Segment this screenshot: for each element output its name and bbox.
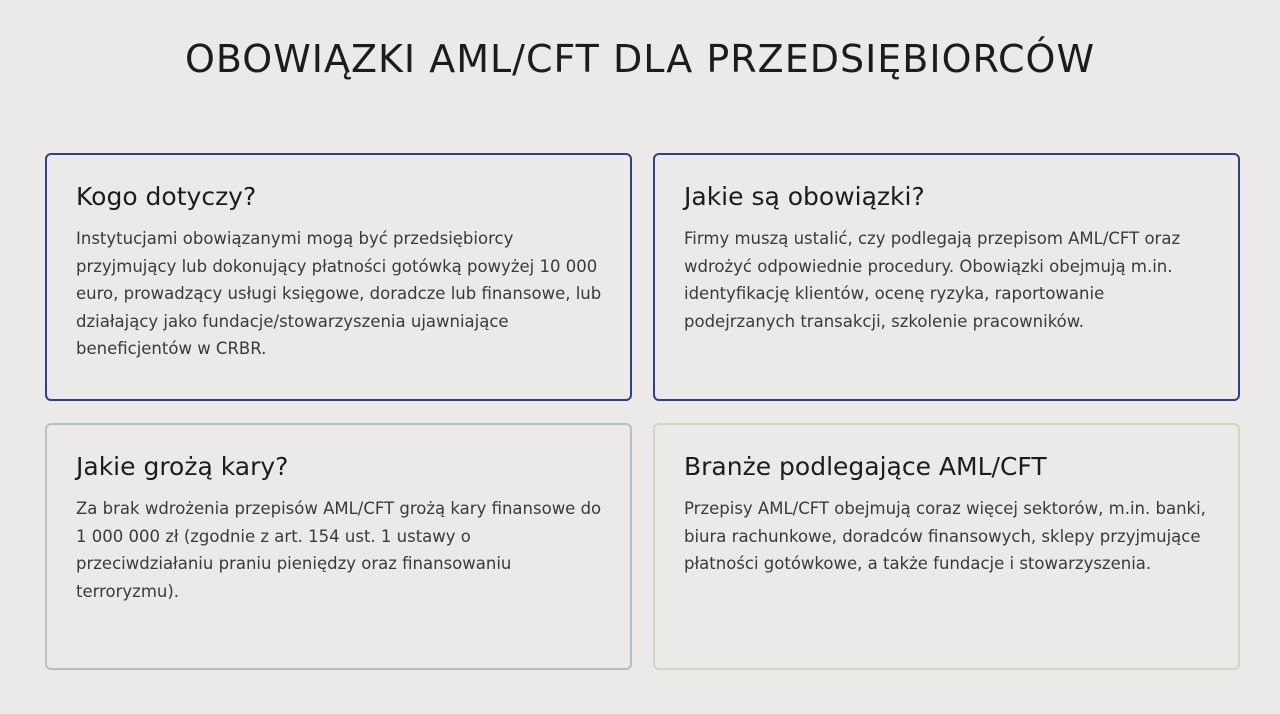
card-body-text: Instytucjami obowiązanymi mogą być przedsiębiorcy przyjmujący lub dokonujący płatności gotówką powyżej 10 000 euro, prowadzący usługi księgowe, doradcze lub finansowe, lub działający jako fundacje/stowarzyszenia ujawniające beneficjentów w CRBR. xyxy=(76,229,602,358)
card-obligations xyxy=(653,153,1240,401)
page-title: OBOWIĄZKI AML/CFT DLA PRZEDSIĘBIORCÓW xyxy=(184,37,1096,81)
card-heading: Jakie grożą kary? xyxy=(76,452,289,481)
card-penalties xyxy=(45,423,632,670)
card-heading: Branże podlegające AML/CFT xyxy=(684,452,1047,481)
card-industries xyxy=(653,423,1240,670)
card-body-text: Firmy muszą ustalić, czy podlegają przepisom AML/CFT oraz wdrożyć odpowiednie procedury. Obowiązki obejmują m.in. identyfikację klientów, ocenę ryzyka, raportowanie podejrzanych transakcji, szkolenie pracowników. xyxy=(684,229,1181,331)
card-who-applies xyxy=(45,153,632,401)
card-heading: Jakie są obowiązki? xyxy=(684,182,925,211)
card-body-text: Za brak wdrożenia przepisów AML/CFT grożą kary finansowe do 1 000 000 zł (zgodnie z art. 154 ust. 1 ustawy o przeciwdziałaniu praniu pieniędzy oraz finansowaniu terroryzmu). xyxy=(76,499,602,601)
card-body-text: Przepisy AML/CFT obejmują coraz więcej sektorów, m.in. banki, biura rachunkowe, doradców finansowych, sklepy przyjmujące płatności gotówkowe, a także fundacje i stowarzyszenia. xyxy=(684,499,1206,573)
card-heading: Kogo dotyczy? xyxy=(76,182,257,211)
